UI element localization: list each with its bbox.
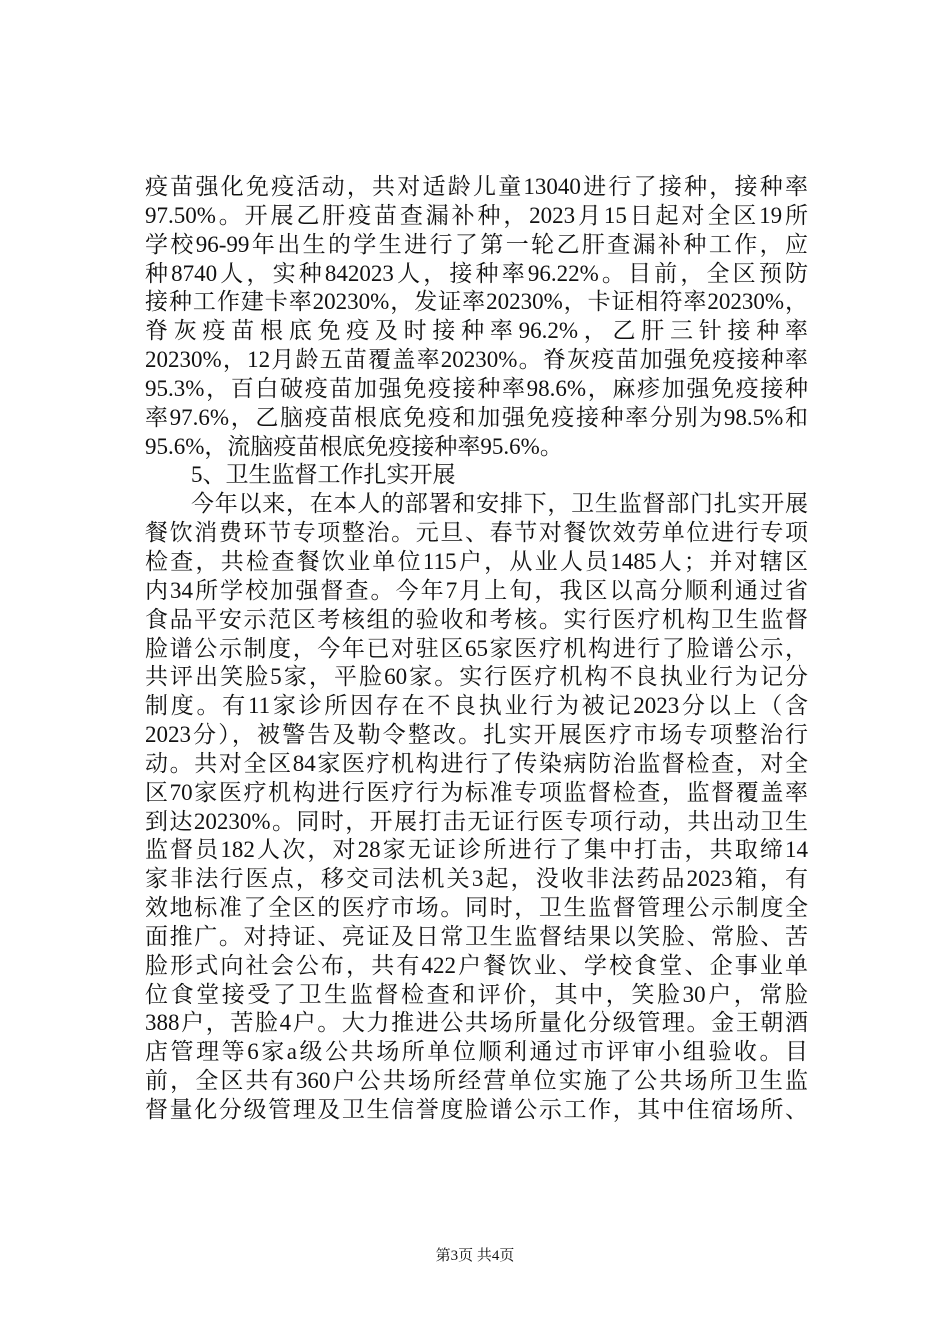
text-line: 督量化分级管理及卫生信誉度脸谱公示工作，其中住宿场所、 bbox=[145, 1097, 808, 1122]
text-line: 前，全区共有360户公共场所经营单位实施了公共场所卫生监 bbox=[145, 1068, 808, 1094]
text-line: 接种工作建卡率20230%，发证率20230%，卡证相符率20230%， bbox=[145, 289, 808, 315]
text-line: 学校96-99年出生的学生进行了第一轮乙肝查漏补种工作，应 bbox=[145, 231, 808, 257]
text-line: 食品平安示范区考核组的验收和考核。实行医疗机构卫生监督 bbox=[145, 606, 808, 632]
text-line: 监督员182人次，对28家无证诊所进行了集中打击，共取缔14 bbox=[145, 837, 808, 863]
text-line: 脸形式向社会公布，共有422户餐饮业、学校食堂、企事业单 bbox=[145, 952, 808, 978]
text-line: 餐饮消费环节专项整治。元旦、春节对餐饮效劳单位进行专项 bbox=[145, 520, 808, 546]
text-line: 检查，共检查餐饮业单位115户，从业人员1485人；并对辖区 bbox=[145, 548, 808, 574]
text-line: 疫苗强化免疫活动，共对适龄儿童13040进行了接种，接种率 bbox=[145, 174, 808, 199]
text-line: 区70家医疗机构进行医疗行为标准专项监督检查，监督覆盖率 bbox=[145, 779, 808, 805]
text-line: 家非法行医点，移交司法机关3起，没收非法药品2023箱，有 bbox=[145, 866, 808, 892]
text-line: 388户，苦脸4户。大力推进公共场所量化分级管理。金王朝酒 bbox=[145, 1010, 808, 1036]
text-line: 20230%，12月龄五苗覆盖率20230%。脊灰疫苗加强免疫接种率 bbox=[145, 347, 808, 373]
text-line: 95.6%，流脑疫苗根底免疫接种率95.6%。 bbox=[145, 433, 563, 459]
text-line: 97.50%。开展乙肝疫苗查漏补种，2023月15日起对全区19所 bbox=[145, 202, 808, 228]
text-line: 率97.6%，乙脑疫苗根底免疫和加强免疫接种率分别为98.5%和 bbox=[145, 404, 808, 430]
text-line: 今年以来，在本人的部署和安排下，卫生监督部门扎实开展 bbox=[191, 491, 808, 517]
text-line: 脸谱公示制度，今年已对驻区65家医疗机构进行了脸谱公示， bbox=[145, 635, 808, 661]
text-line: 95.3%，百白破疫苗加强免疫接种率98.6%，麻疹加强免疫接种 bbox=[145, 375, 808, 401]
text-line: 位食堂接受了卫生监督检查和评价，其中，笑脸30户，常脸 bbox=[145, 981, 808, 1007]
text-line: 脊灰疫苗根底免疫及时接种率96.2%，乙肝三针接种率 bbox=[145, 318, 808, 344]
text-line: 共评出笑脸5家，平脸60家。实行医疗机构不良执业行为记分 bbox=[145, 664, 808, 690]
text-line: 到达20230%。同时，开展打击无证行医专项行动，共出动卫生 bbox=[145, 808, 808, 834]
text-line: 店管理等6家a级公共场所单位顺利通过市评审小组验收。目 bbox=[145, 1039, 808, 1065]
text-line: 面推广。对持证、亮证及日常卫生监督结果以笑脸、常脸、苦 bbox=[145, 923, 808, 949]
text-line: 制度。有11家诊所因存在不良执业行为被记2023分以上（含 bbox=[145, 693, 808, 719]
page-footer: 第3页 共4页 bbox=[435, 1248, 515, 1264]
section-heading: 5、卫生监督工作扎实开展 bbox=[191, 462, 456, 488]
text-line: 种8740人，实种842023人，接种率96.22%。目前，全区预防 bbox=[145, 260, 808, 286]
text-line: 2023分），被警告及勒令整改。扎实开展医疗市场专项整治行 bbox=[145, 722, 808, 748]
document-body bbox=[145, 173, 808, 1125]
text-line: 效地标准了全区的医疗市场。同时，卫生监督管理公示制度全 bbox=[145, 895, 808, 921]
text-line: 内34所学校加强督查。今年7月上旬，我区以高分顺利通过省 bbox=[145, 577, 808, 603]
text-line: 动。共对全区84家医疗机构进行了传染病防治监督检查，对全 bbox=[145, 750, 808, 776]
